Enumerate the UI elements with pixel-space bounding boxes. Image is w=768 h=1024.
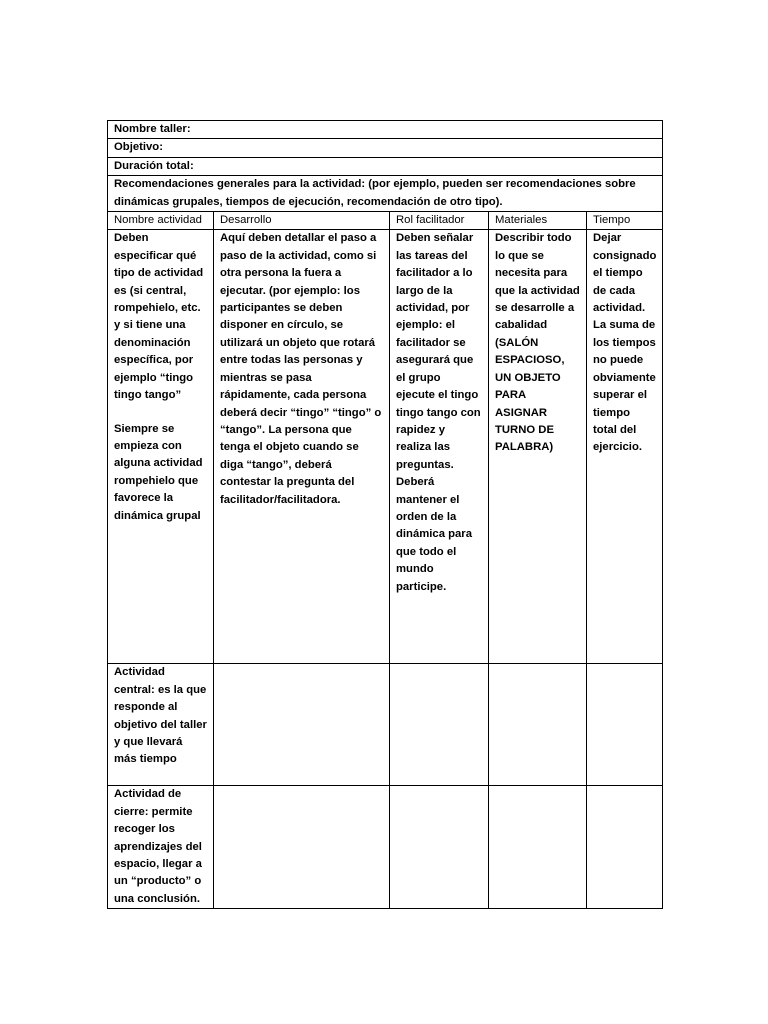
- tiempo-cell: Dejar consignado el tiempo de cada actividad. La suma de los tiempos no puede obviamente superar el tiempo total del ejercicio.: [587, 230, 663, 664]
- activity-row-central: [108, 664, 663, 786]
- activity-row-rompehielo: [108, 230, 663, 664]
- col-header-nombre: Nombre actividad: [108, 212, 214, 230]
- empty-cell: [489, 664, 587, 786]
- column-header-row: [108, 212, 663, 230]
- nombre-actividad-note: Siempre se empieza con alguna actividad rompehielo que favorece la dinámica grupal: [114, 422, 203, 522]
- objetivo-row: [108, 139, 663, 157]
- empty-cell: [390, 664, 489, 786]
- actividad-cierre-cell: Actividad de cierre: permite recoger los aprendizajes del espacio, llegar a un “producto” o una conclusión.: [108, 786, 214, 909]
- col-header-rol: Rol facilitador: [390, 212, 489, 230]
- empty-cell: [214, 786, 390, 909]
- paragraph-gap: [114, 405, 207, 421]
- empty-cell: [587, 664, 663, 786]
- nombre-taller-row: [108, 121, 663, 139]
- workshop-planning-table: [107, 120, 663, 909]
- recomendaciones-row: [108, 176, 663, 212]
- col-header-materiales: Materiales: [489, 212, 587, 230]
- nombre-actividad-instructions: Deben especificar qué tipo de actividad es (si central, rompehielo, etc. y si tiene una denominación específica, por ejemplo “tingo tingo tango”: [114, 232, 204, 402]
- actividad-central-cell: Actividad central: es la que responde al objetivo del taller y que llevará más tiempo: [108, 664, 214, 786]
- col-header-tiempo: Tiempo: [587, 212, 663, 230]
- nombre-taller-label: Nombre taller:: [108, 121, 663, 139]
- rol-facilitador-cell: Deben señalar las tareas del facilitador a lo largo de la actividad, por ejemplo: el facilitador se asegurará que el grupo ejecute el tingo tingo tango con rapidez y realiza las preguntas. Deberá mantener el orden de la dinámica para que todo el mundo participe.: [390, 230, 489, 664]
- recomendaciones-text: Recomendaciones generales para la actividad: (por ejemplo, pueden ser recomendaciones sobre dinámicas grupales, tiempos de ejecución, recomendación de otro tipo).: [108, 176, 663, 212]
- nombre-actividad-cell: [108, 230, 214, 664]
- col-header-desarrollo: Desarrollo: [214, 212, 390, 230]
- duracion-label: Duración total:: [108, 157, 663, 175]
- empty-cell: [587, 786, 663, 909]
- materiales-cell: Describir todo lo que se necesita para que la actividad se desarrolle a cabalidad (SALÓN ESPACIOSO, UN OBJETO PARA ASIGNAR TURNO DE PALABRA): [489, 230, 587, 664]
- activity-row-cierre: [108, 786, 663, 909]
- duracion-row: [108, 157, 663, 175]
- objetivo-label: Objetivo:: [108, 139, 663, 157]
- empty-cell: [390, 786, 489, 909]
- empty-cell: [489, 786, 587, 909]
- empty-cell: [214, 664, 390, 786]
- desarrollo-cell: Aquí deben detallar el paso a paso de la actividad, como si otra persona la fuera a ejecutar. (por ejemplo: los participantes se deben disponer en círculo, se utilizará un objeto que rotará entre todas las personas y mientras se pasa rápidamente, cada persona deberá decir “tingo” “tingo” o “tango”. La persona que tenga el objeto cuando se diga “tango”, deberá contestar la pregunta del facilitador/facilitadora.: [214, 230, 390, 664]
